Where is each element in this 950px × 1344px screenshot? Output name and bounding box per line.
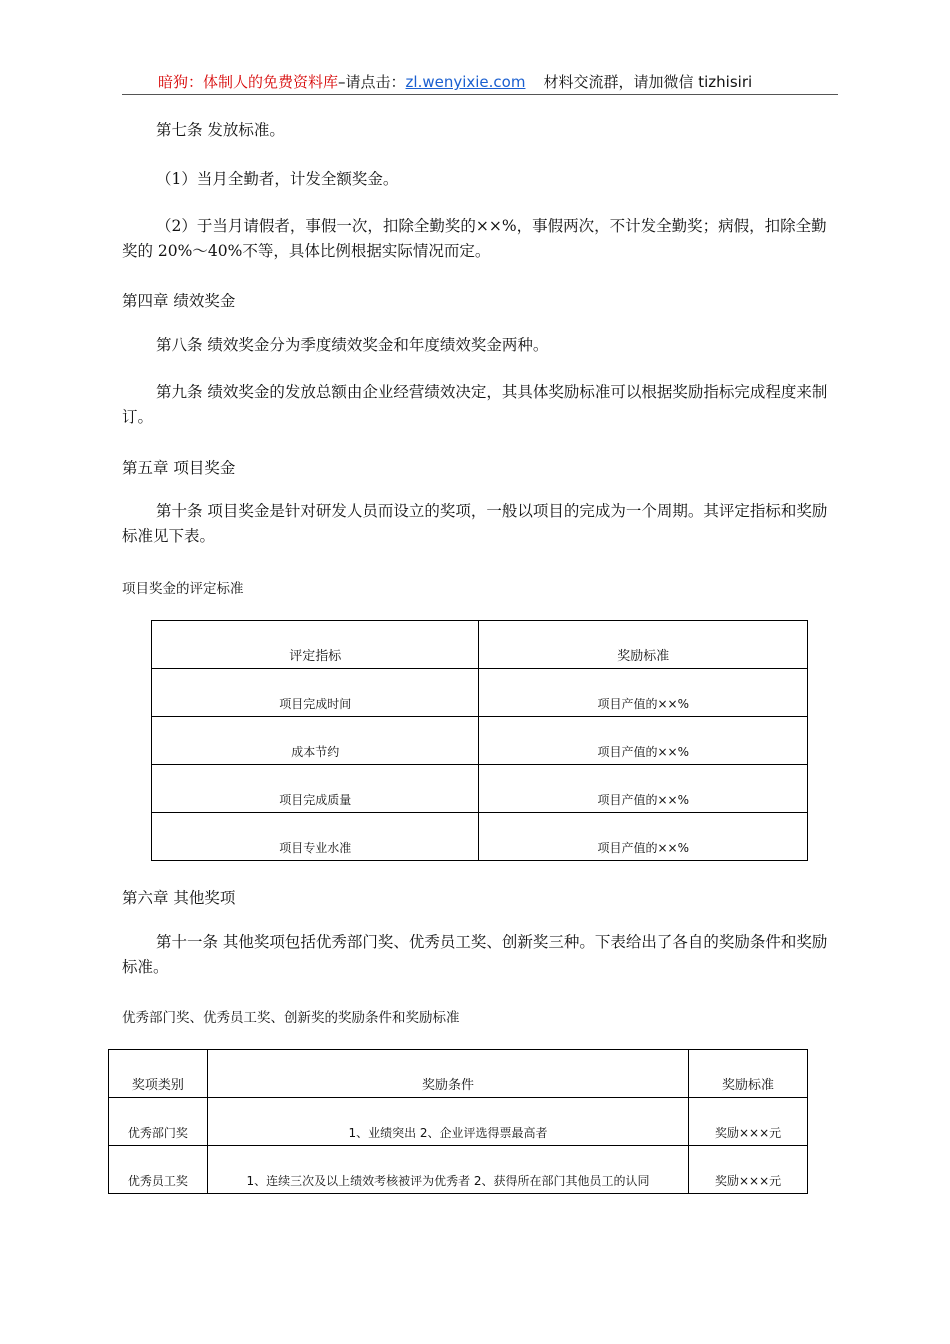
other-awards-table (108, 1049, 808, 1194)
table-row (152, 669, 808, 717)
table-cell: 项目产值的××% (479, 765, 808, 813)
chapter4-heading: 第四章 绩效奖金 (122, 292, 236, 310)
table-row (109, 1098, 808, 1146)
table1-caption: 项目奖金的评定标准 (122, 581, 244, 597)
site-link[interactable]: zl.wenyixie.com (405, 73, 526, 91)
table-row (152, 717, 808, 765)
table-cell: 项目完成时间 (152, 669, 479, 717)
article8: 第八条 绩效奖金分为季度绩效奖金和年度绩效奖金两种。 (156, 336, 549, 354)
article10: 第十条 项目奖金是针对研发人员而设立的奖项，一般以项目的完成为一个周期。其评定指标和奖励标准见下表。 (122, 502, 828, 545)
table-cell: 成本节约 (152, 717, 479, 765)
table-cell: 项目专业水准 (152, 813, 479, 861)
chapter5-heading: 第五章 项目奖金 (122, 459, 236, 477)
table-header-cell: 奖项类别 (109, 1050, 208, 1098)
table-header-cell: 奖励条件 (207, 1050, 688, 1098)
table-header-row (152, 621, 808, 669)
table-cell: 优秀部门奖 (109, 1098, 208, 1146)
article7-title: 第七条 发放标准。 (156, 121, 285, 139)
table-row (152, 813, 808, 861)
table-cell: 奖励×××元 (689, 1098, 808, 1146)
click-prompt: –请点击： (338, 73, 406, 91)
article11: 第十一条 其他奖项包括优秀部门奖、优秀员工奖、创新奖三种。下表给出了各自的奖励条件和奖励标准。 (122, 933, 828, 976)
table-row (109, 1146, 808, 1194)
table-cell: 1、连续三次及以上绩效考核被评为优秀者 2、获得所在部门其他员工的认同 (207, 1146, 688, 1194)
site-name: 暗狗：体制人的免费资料库 (158, 73, 339, 91)
page-header (122, 68, 838, 95)
table-header-row (109, 1050, 808, 1098)
table2-caption: 优秀部门奖、优秀员工奖、创新奖的奖励条件和奖励标准 (122, 1010, 460, 1026)
article7-item1: （1）当月全勤者，计发全额奖金。 (156, 170, 399, 188)
wechat-note: 材料交流群，请加微信 tizhisiri (543, 73, 753, 91)
table-header-cell: 奖励标准 (479, 621, 808, 669)
table-cell: 项目完成质量 (152, 765, 479, 813)
table-cell: 项目产值的××% (479, 717, 808, 765)
table-header-cell: 评定指标 (152, 621, 479, 669)
table-cell: 项目产值的××% (479, 813, 808, 861)
table-cell: 1、业绩突出 2、企业评选得票最高者 (207, 1098, 688, 1146)
article9: 第九条 绩效奖金的发放总额由企业经营绩效决定，其具体奖励标准可以根据奖励指标完成程度来制订。 (122, 383, 828, 426)
project-bonus-table (151, 620, 808, 861)
table-cell: 优秀员工奖 (109, 1146, 208, 1194)
table-cell: 奖励×××元 (689, 1146, 808, 1194)
table-cell: 项目产值的××% (479, 669, 808, 717)
article7-item2: （2）于当月请假者，事假一次，扣除全勤奖的××%，事假两次，不计发全勤奖；病假，扣除全勤奖的 20%～40%不等，具体比例根据实际情况而定。 (122, 217, 827, 260)
table-header-cell: 奖励标准 (689, 1050, 808, 1098)
table-row (152, 765, 808, 813)
chapter6-heading: 第六章 其他奖项 (122, 889, 236, 907)
